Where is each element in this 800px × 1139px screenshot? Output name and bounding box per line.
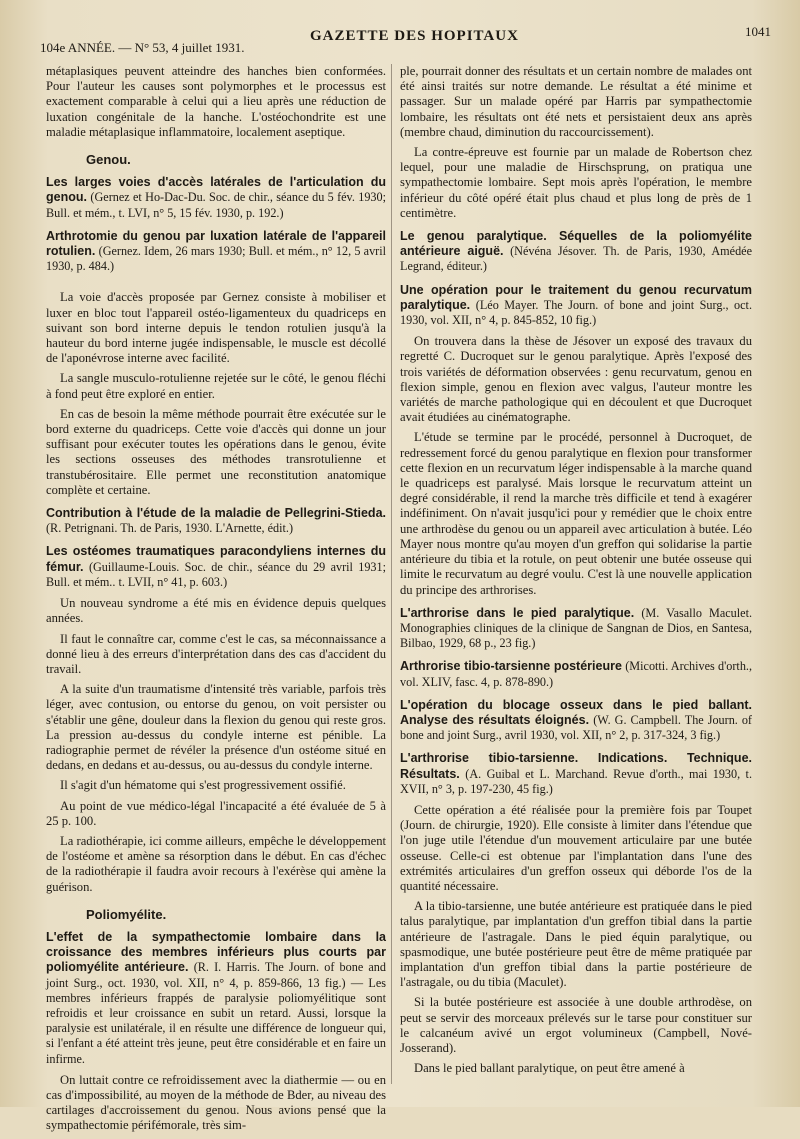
paragraph: On luttait contre ce refroidissement avec la diathermie — ou en cas d'impossibilité, au moyen de la méthode de Bder, au niveau des cartilages d'accroissement du genou. Nous avions pensé que la sympathectomie périfémorale, très sim- <box>46 1072 386 1133</box>
paragraph: Cette opération a été réalisée pour la première fois par Toupet (Journ. de chirurgie, 1920). Elle consiste à limiter dans l'étendue que l'on juge utile l'étendue d'un mouvement articulaire par une butée osseuse. Celle-ci est obtenue par l'implantation dans l'une des extrémités articulaires d'un greffon osseux qui déborde l'os de la quantité nécessaire. <box>400 802 752 893</box>
paragraph: La contre-épreuve est fournie par un malade de Robertson chez lequel, pour une maladie de Hirschsprung, on pratiqua une sympathectomie lombaire. Sept mois après l'opération, le membre inférieur du côté opéré était plus chaud et plus long de près de 1 centimètre. <box>400 145 752 220</box>
reference-citation: (Léo Mayer. The Journ. of bone and joint Surg., oct. 1930, vol. XII, n° 4, p. 845-852, 10 fig.) <box>400 297 752 328</box>
paragraph: A la suite d'un traumatisme d'intensité très variable, parfois très léger, avec contusion, ou entorse du genou, on voit persister ou s'établir une gêne, douleur dans la flexion du genou qui reste gros. La pression au-dessus du condyle interne est pénible. La radiographie permet de révéler la présence d'un ostéome situé en dedans, en dedans et au-dessus, ou au-dessus du condyle interne. <box>46 682 386 773</box>
reference-title: L'opération du blocage osseux dans le pied ballant. Analyse des résultats éloignés. <box>400 697 752 727</box>
paragraph: La radiothérapie, ici comme ailleurs, empêche le développement de l'ostéome et amène sa résorption dans le début. En cas d'échec de la radiothérapie il faudra avoir recours à l'exérèse qui amène la guérison. <box>46 833 386 894</box>
section-heading-genou: Genou. <box>86 152 131 168</box>
journal-title: GAZETTE DES HOPITAUX <box>310 28 519 44</box>
paragraph: On trouvera dans la thèse de Jésover un exposé des travaux du regretté C. Ducroquet sur le genou paralytique. Après l'exposé des trois variétés de déformation observées : genu recurvatum, genou en flexion simple, genou en flexion avec valgus, l'auteur montre les variétés de marche pathologique qui en découlent et que Ducroquet avait étudiées au cinématographe. <box>400 334 752 425</box>
reference-citation: (Micotti. Archives d'orth., vol. XLIV, fasc. 4, p. 878-890.) <box>400 659 753 689</box>
right-column <box>400 64 752 1081</box>
paragraph: Si la butée postérieure est associée à une double arthrodèse, on peut se servir des morceaux prélevés sur le tarse pour constituer sur le calcanéum avivé un ergot volumineux (Campbell, Nové-Josserand). <box>400 995 752 1055</box>
paragraph: La sangle musculo-rotulienne rejetée sur le côté, le genou fléchi à fond peut être exploré en entier. <box>46 371 386 401</box>
paragraph: Au point de vue médico-légal l'incapacité a été évaluée de 5 à 25 p. 100. <box>46 798 386 828</box>
reference-entry <box>46 544 386 590</box>
reference-citation: (R. I. Harris. The Journ. of bone and joint Surg., oct. 1930, vol. XII, n° 4, p. 859-866, 13 fig.) — Les membres inférieurs frappés de paralysie poliomyélitique sont refroidis et leur croissance en subit un retard. Aussi, lorsque la paralysie est unilatérale, il en résulte une différence de longueur qui, si l'enfant a été atteint très jeune, peut être considérable et en faire un infirme. <box>46 960 386 1066</box>
reference-entry <box>400 659 752 689</box>
reference-title: Arthrorise tibio-tarsienne postérieure <box>400 659 622 674</box>
paragraph: Un nouveau syndrome a été mis en évidence depuis quelques années. <box>46 596 386 626</box>
paragraph: La voie d'accès proposée par Gernez consiste à mobiliser et luxer en bloc tout l'appareil ostéo-ligamenteux du quadriceps en suivant son bord interne depuis le tendon rotulien jusqu'à la hauteur du bord interne jugée indispensable, le muscle est décollé de l'aponévrose interne avec facilité. <box>46 290 386 366</box>
reference-citation: (Névéna Jésover. Th. de Paris, 1930, Amédée Legrand, éditeur.) <box>400 244 752 274</box>
paragraph: L'étude se termine par le procédé, personnel à Ducroquet, de redressement forcé du genou paralytique en flexion pour transformer cette flexion en un recurvatum léger indispensable à la marche quand le quadriceps est paralysé. Mais lorsque le recurvatum atteint un degré considérable, il rend la marche très difficile et tend à exagérer indéfiniment. On n'avait jusqu'ici pour y remédier que le choix entre une arthrodèse du genou ou un appareil avec articulation à butée. Léo Mayer nous montre qu'au moyen d'un greffon qui solidarise la partie antérieure du tibia et la rotule, on peut obtenir une butée osseuse qui limite le recurvatum au degré voulu. C'est là une nouvelle application du principe des arthrorises. <box>400 430 752 597</box>
reference-entry <box>46 229 386 275</box>
reference-title: L'arthrorise dans le pied paralytique. <box>400 605 635 620</box>
paragraph: Il faut le connaître car, comme c'est le cas, sa méconnaissance a donné lieu à des erreurs d'interprétation dans des cas d'accident du travail. <box>46 631 386 676</box>
reference-title: Les ostéomes traumatiques paracondyliens internes du fémur. <box>46 544 386 574</box>
reference-entry <box>46 175 386 221</box>
reference-title: Une opération pour le traitement du genou recurvatum paralytique. <box>400 282 752 312</box>
reference-title: L'effet de la sympathectomie lombaire dans la croissance des membres inférieurs plus courts par poliomyélite antérieure. <box>46 929 386 975</box>
reference-entry <box>400 606 752 652</box>
reference-citation: (Guillaume-Louis. Soc. de chir., séance du 29 avril 1931; Bull. et mém.. t. LVII, n° 41, p. 603.) <box>46 559 386 589</box>
reference-title: Les larges voies d'accès latérales de l'articulation du genou. <box>46 175 386 205</box>
issue-line: 104e ANNÉE. — N° 53, 4 juillet 1931. <box>40 40 245 55</box>
reference-citation: (Gernez et Ho-Dac-Du. Soc. de chir., séance du 5 fév. 1930; Bull. et mém., t. LVI, n° 5, 15 fév. 1930, p. 192.) <box>46 190 386 220</box>
section-heading-poliomyelite: Poliomyélite. <box>86 906 167 922</box>
reference-title: Arthrotomie du genou par luxation latérale de l'appareil rotulien. <box>46 228 386 259</box>
paragraph: A la tibio-tarsienne, une butée antérieure est pratiquée dans le pied talus paralytique, par implantation d'un greffon tibial dans la partie antérieure de l'astragale. Dans le pied équin paralytique, ou spasmodique, une butée postérieure peut être de même pratiquée par implantation d'un greffon tibial dans la partie postérieure de l'astragale, ou du tibia (Maculet). <box>400 899 752 990</box>
reference-entry <box>400 229 752 275</box>
reference-title: Contribution à l'étude de la maladie de Pellegrini-Stieda. <box>46 506 386 521</box>
reference-citation: (Gernez. Idem, 26 mars 1930; Bull. et mém., n° 12, 5 avril 1930, p. 484.) <box>46 244 386 274</box>
reference-title: Le genou paralytique. Séquelles de la poliomyélite antérieure aiguë. <box>400 229 752 259</box>
reference-entry <box>400 751 752 797</box>
left-column <box>46 64 386 1139</box>
reference-entry <box>400 283 752 329</box>
reference-entry <box>400 698 752 744</box>
reference-citation: (W. G. Campbell. The Journ. of bone and joint Surg., avril 1930, vol. XII, n° 2, p. 317-324, 3 fig.) <box>400 712 752 743</box>
paragraph: Il s'agit d'un hématome qui s'est progressivement ossifié. <box>60 778 346 793</box>
reference-citation: (A. Guibal et L. Marchand. Revue d'orth., mai 1930, t. XVII, n° 3, p. 197-230, 45 fig.) <box>400 766 752 796</box>
paragraph: En cas de besoin la même méthode pourrait être exécutée sur le bord externe du quadriceps. Cette voie d'accès qui donne un jour suffisant pour exécuter toutes les opérations dans le genou, évite les sections osseuses des méthodes transrotulienne et transtubérositaire. Elle permet une reconstitution anatomique complète et certaine. <box>46 406 386 497</box>
reference-entry <box>46 930 386 1067</box>
reference-entry <box>46 506 386 536</box>
column-divider <box>391 64 392 1084</box>
paragraph: Dans le pied ballant paralytique, on peut être amené à <box>414 1061 685 1076</box>
paragraph: métaplasiques peuvent atteindre des hanches bien conformées. Pour l'auteur les causes sont polymorphes et le processus est exactement comparable à celui qui a lieu après une réduction de luxation congénitale de la hanche. L'ostéochondrite est une maladie métaplasique inflammatoire, localement aseptique. <box>46 64 386 139</box>
reference-citation: (M. Vasallo Maculet. Monographies cliniques de la clinique de Sangnan de Dios, en Santesa, Bilbao, 1929, 68 p., 23 fig.) <box>400 605 753 651</box>
reference-title: L'arthrorise tibio-tarsienne. Indications. Technique. Résultats. <box>400 751 752 781</box>
page-number: 1041 <box>745 24 771 39</box>
paragraph: ple, pourrait donner des résultats et un certain nombre de malades ont été ainsi traités sur notre demande. Le résultat a été minime et passager. Sur un malade opéré par Harris par sympathectomie lombaire, les résultats ont été nets et persistaient deux ans après (membre chaud, diminution du raccourcissement). <box>400 64 752 139</box>
page-header <box>40 24 775 58</box>
reference-citation: (R. Petrignani. Th. de Paris, 1930. L'Arnette, édit.) <box>46 521 294 536</box>
